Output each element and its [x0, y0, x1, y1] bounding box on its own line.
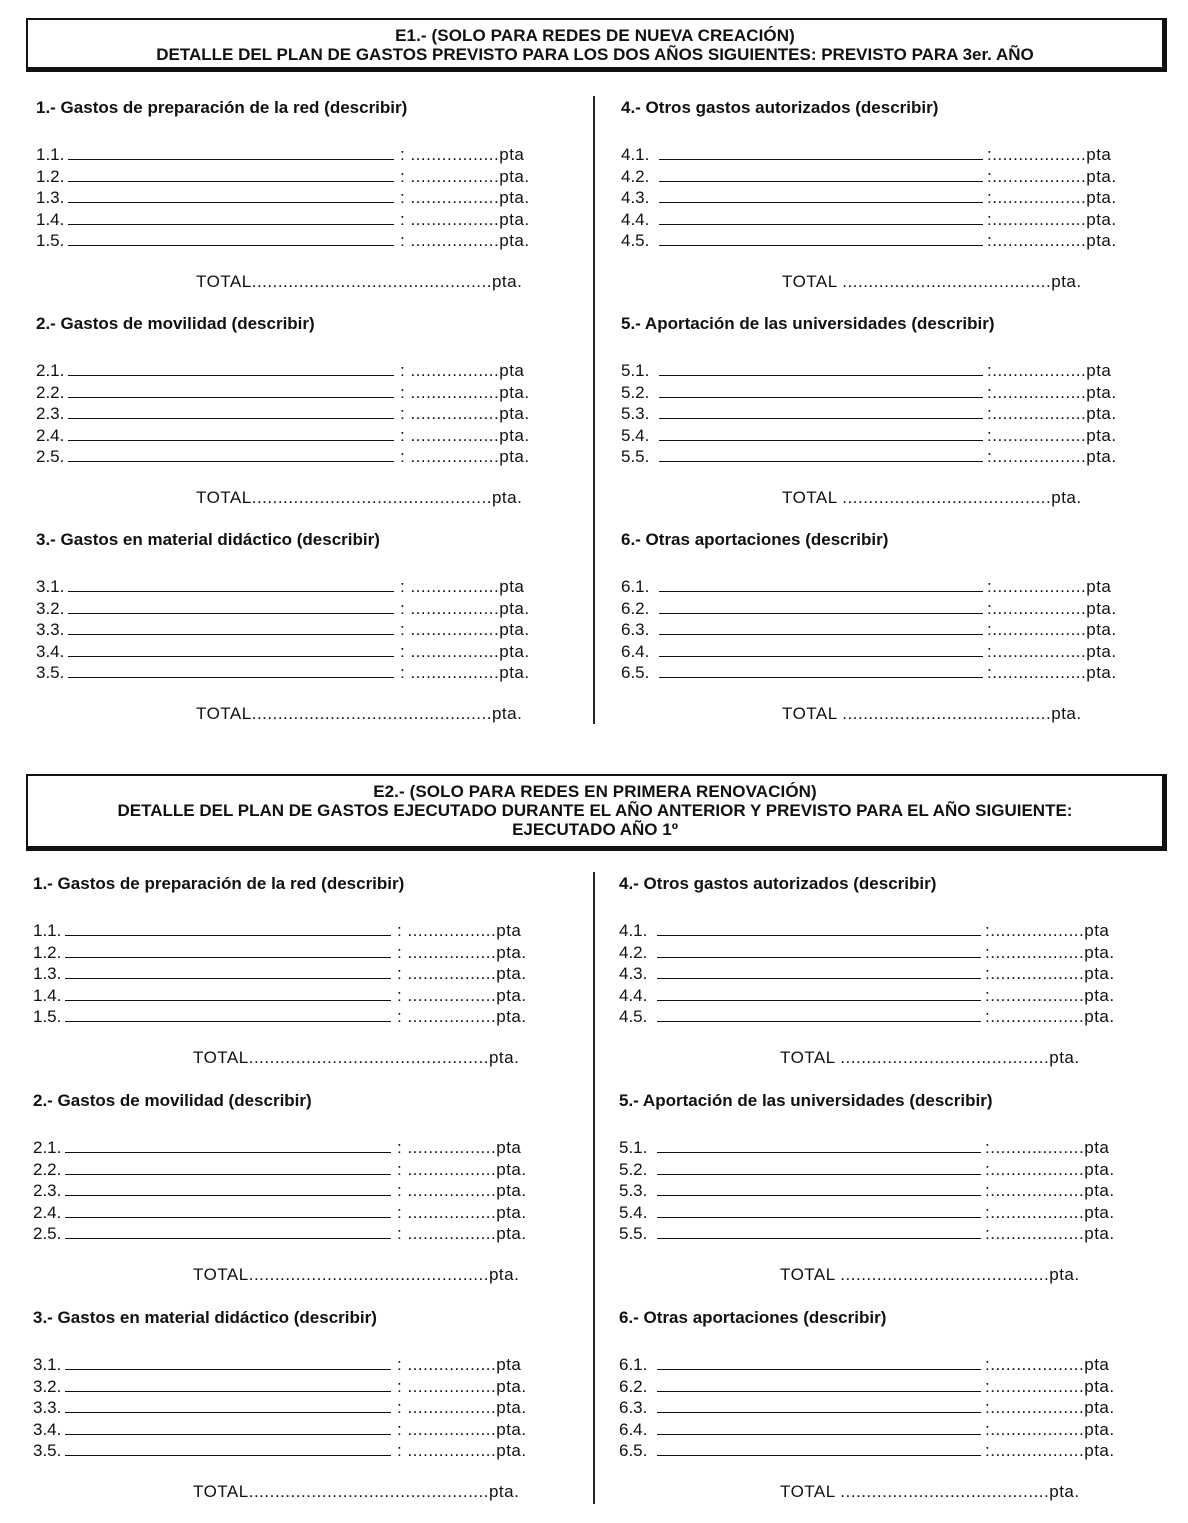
description-field[interactable]: [68, 461, 394, 462]
line-item-row: [33, 1376, 553, 1398]
line-item-row: [36, 446, 556, 468]
amount-field[interactable]: :..................pta: [985, 1355, 1110, 1374]
description-field[interactable]: [657, 1391, 981, 1392]
group-total[interactable]: TOTAL..............................................pta.: [196, 272, 523, 291]
line-item-row: [621, 187, 1141, 209]
expense-group: [33, 1308, 553, 1501]
amount-field[interactable]: :..................pta.: [987, 598, 1117, 618]
amount-field[interactable]: :..................pta.: [987, 641, 1117, 661]
description-field[interactable]: [68, 613, 394, 614]
line-item-row: [621, 446, 1141, 468]
line-item-number: 5.2.: [619, 1159, 648, 1179]
amount-field[interactable]: :..................pta.: [987, 209, 1117, 229]
amount-field[interactable]: :..................pta.: [985, 1007, 1115, 1026]
line-items: [619, 920, 1139, 1028]
amount-field[interactable]: : .................pta.: [397, 1224, 527, 1243]
line-item-number: 2.4.: [36, 425, 65, 445]
amount-field[interactable]: : .................pta.: [397, 1159, 527, 1179]
line-item-number: 3.3.: [36, 620, 65, 639]
description-field[interactable]: [65, 1152, 391, 1153]
description-field[interactable]: [65, 1391, 391, 1392]
group-title: 2.- Gastos de movilidad (describir): [36, 314, 315, 333]
line-item-number: 4.5.: [621, 231, 650, 250]
line-item-number: 4.4.: [621, 209, 650, 229]
line-items: [33, 920, 553, 1028]
description-field[interactable]: [65, 1195, 391, 1196]
line-item-row: [621, 230, 1141, 252]
amount-field[interactable]: :..................pta: [985, 921, 1110, 940]
amount-field[interactable]: :..................pta.: [985, 1376, 1115, 1396]
line-item-row: [36, 403, 556, 425]
line-item-row: [33, 1137, 553, 1159]
line-item-row: [36, 641, 556, 663]
line-item-number: 6.2.: [619, 1376, 648, 1396]
amount-field[interactable]: :..................pta.: [987, 404, 1117, 423]
column-divider: [593, 872, 595, 1504]
description-field[interactable]: [657, 1174, 981, 1175]
line-item-row: [619, 920, 1139, 942]
line-items: [621, 576, 1141, 684]
line-item-row: [621, 144, 1141, 166]
group-total[interactable]: TOTAL..............................................pta.: [193, 1265, 520, 1284]
group-total[interactable]: TOTAL ........................................pta.: [780, 1482, 1080, 1501]
expense-group: [619, 874, 1139, 1067]
line-item-number: 4.2.: [619, 942, 648, 962]
line-items: [619, 1137, 1139, 1245]
line-item-row: [33, 1440, 553, 1462]
line-items: [621, 144, 1141, 252]
line-item-row: [33, 942, 553, 964]
line-items: [36, 144, 556, 252]
description-field[interactable]: [68, 224, 394, 225]
line-item-row: [619, 1397, 1139, 1419]
line-item-row: [621, 382, 1141, 404]
line-item-row: [621, 425, 1141, 447]
description-field[interactable]: [659, 656, 983, 657]
amount-field[interactable]: : .................pta.: [400, 663, 530, 682]
line-item-number: 4.3.: [621, 188, 650, 207]
amount-field[interactable]: : .................pta.: [397, 985, 527, 1005]
line-items: [619, 1354, 1139, 1462]
section-title: E1.- (SOLO PARA REDES DE NUEVA CREACIÓN): [395, 26, 795, 45]
amount-field[interactable]: : .................pta: [400, 577, 525, 596]
amount-field[interactable]: :..................pta.: [985, 942, 1115, 962]
section-e1-header: [26, 18, 1167, 72]
description-field[interactable]: [65, 1238, 391, 1239]
amount-field[interactable]: :..................pta: [985, 1138, 1110, 1157]
line-item-row: [36, 425, 556, 447]
description-field[interactable]: [659, 591, 983, 592]
line-item-number: 2.1.: [36, 361, 65, 380]
line-item-row: [33, 1006, 553, 1028]
line-item-row: [619, 1354, 1139, 1376]
description-field[interactable]: [657, 1021, 981, 1022]
line-item-row: [36, 144, 556, 166]
group-title: 4.- Otros gastos autorizados (describir): [621, 98, 939, 117]
line-item-row: [619, 942, 1139, 964]
line-item-number: 3.5.: [36, 663, 65, 682]
description-field[interactable]: [659, 440, 983, 441]
line-item-row: [36, 360, 556, 382]
amount-field[interactable]: :..................pta.: [987, 188, 1117, 207]
line-item-row: [33, 1180, 553, 1202]
line-item-number: 6.1.: [619, 1355, 648, 1374]
amount-field[interactable]: : .................pta.: [397, 1376, 527, 1396]
line-item-row: [36, 598, 556, 620]
line-item-number: 6.1.: [621, 577, 650, 596]
line-item-number: 5.1.: [621, 361, 650, 380]
line-item-number: 1.1.: [33, 921, 62, 940]
group-total[interactable]: TOTAL..............................................pta.: [196, 704, 523, 723]
description-field[interactable]: [68, 397, 394, 398]
description-field[interactable]: [659, 677, 983, 678]
line-item-number: 1.2.: [36, 166, 65, 186]
amount-field[interactable]: :..................pta: [987, 145, 1112, 164]
amount-field[interactable]: : .................pta: [397, 1138, 522, 1157]
description-field[interactable]: [68, 375, 394, 376]
expense-group: [619, 1091, 1139, 1284]
description-field[interactable]: [659, 613, 983, 614]
description-field[interactable]: [68, 677, 394, 678]
description-field[interactable]: [68, 418, 394, 419]
amount-field[interactable]: :..................pta.: [985, 985, 1115, 1005]
description-field[interactable]: [65, 1412, 391, 1413]
line-item-row: [621, 360, 1141, 382]
amount-field[interactable]: : .................pta.: [397, 1441, 527, 1460]
group-total[interactable]: TOTAL..............................................pta.: [193, 1048, 520, 1067]
description-field[interactable]: [657, 1412, 981, 1413]
line-item-number: 6.3.: [621, 620, 650, 639]
line-item-number: 5.3.: [619, 1181, 648, 1200]
line-item-number: 6.2.: [621, 598, 650, 618]
description-field[interactable]: [659, 224, 983, 225]
description-field[interactable]: [68, 634, 394, 635]
line-item-number: 1.3.: [36, 188, 65, 207]
line-item-row: [33, 1419, 553, 1441]
description-field[interactable]: [68, 591, 394, 592]
expense-group: [36, 314, 556, 507]
line-item-number: 1.5.: [33, 1007, 62, 1026]
section-subtitle-year: EJECUTADO AÑO 1º: [512, 820, 678, 839]
line-item-number: 1.3.: [33, 964, 62, 983]
description-field[interactable]: [657, 1000, 981, 1001]
description-field[interactable]: [68, 245, 394, 246]
amount-field[interactable]: :..................pta.: [985, 1224, 1115, 1243]
line-item-number: 1.4.: [33, 985, 62, 1005]
amount-field[interactable]: : .................pta.: [400, 188, 530, 207]
line-item-number: 3.5.: [33, 1441, 62, 1460]
amount-field[interactable]: :..................pta.: [985, 1159, 1115, 1179]
amount-field[interactable]: :..................pta.: [987, 447, 1117, 466]
description-field[interactable]: [657, 1434, 981, 1435]
line-item-row: [619, 1223, 1139, 1245]
description-field[interactable]: [657, 935, 981, 936]
description-field[interactable]: [65, 1434, 391, 1435]
line-item-number: 2.3.: [36, 404, 65, 423]
line-item-row: [36, 619, 556, 641]
amount-field[interactable]: : .................pta.: [397, 942, 527, 962]
line-item-row: [619, 1180, 1139, 1202]
expense-group: [621, 98, 1141, 291]
line-item-number: 2.4.: [33, 1202, 62, 1222]
description-field[interactable]: [65, 957, 391, 958]
line-item-row: [619, 963, 1139, 985]
description-field[interactable]: [68, 440, 394, 441]
line-item-number: 4.2.: [621, 166, 650, 186]
description-field[interactable]: [65, 1021, 391, 1022]
group-title: 5.- Aportación de las universidades (describir): [621, 314, 995, 333]
expense-group: [33, 1091, 553, 1284]
description-field[interactable]: [657, 1195, 981, 1196]
amount-field[interactable]: : .................pta.: [397, 1202, 527, 1222]
group-title: 1.- Gastos de preparación de la red (describir): [36, 98, 408, 117]
line-item-number: 2.2.: [33, 1159, 62, 1179]
line-item-row: [33, 1223, 553, 1245]
amount-field[interactable]: : .................pta.: [400, 598, 530, 618]
amount-field[interactable]: : .................pta.: [400, 382, 530, 402]
line-item-number: 4.3.: [619, 964, 648, 983]
line-item-row: [621, 403, 1141, 425]
line-item-row: [36, 187, 556, 209]
amount-field[interactable]: :..................pta.: [985, 1419, 1115, 1439]
line-item-number: 3.1.: [36, 577, 65, 596]
line-item-number: 5.4.: [621, 425, 650, 445]
line-items: [621, 360, 1141, 468]
group-title: 3.- Gastos en material didáctico (describir): [33, 1308, 377, 1327]
description-field[interactable]: [659, 397, 983, 398]
description-field[interactable]: [65, 1000, 391, 1001]
section-e2-header: [26, 774, 1167, 851]
description-field[interactable]: [659, 634, 983, 635]
line-item-number: 1.5.: [36, 231, 65, 250]
line-item-row: [621, 662, 1141, 684]
description-field[interactable]: [65, 1174, 391, 1175]
line-item-number: 4.5.: [619, 1007, 648, 1026]
line-item-number: 6.4.: [619, 1419, 648, 1439]
group-total[interactable]: TOTAL ........................................pta.: [782, 704, 1082, 723]
amount-field[interactable]: : .................pta.: [400, 209, 530, 229]
line-item-number: 1.4.: [36, 209, 65, 229]
amount-field[interactable]: :..................pta.: [985, 964, 1115, 983]
line-item-row: [619, 1376, 1139, 1398]
line-item-row: [33, 1202, 553, 1224]
group-title: 2.- Gastos de movilidad (describir): [33, 1091, 312, 1110]
line-item-number: 2.5.: [36, 447, 65, 466]
line-item-number: 1.2.: [33, 942, 62, 962]
description-field[interactable]: [68, 181, 394, 182]
line-item-number: 4.1.: [619, 921, 648, 940]
line-item-number: 3.2.: [33, 1376, 62, 1396]
line-item-row: [621, 166, 1141, 188]
amount-field[interactable]: : .................pta: [400, 361, 525, 380]
line-item-number: 5.1.: [619, 1138, 648, 1157]
line-item-row: [33, 920, 553, 942]
line-items: [33, 1354, 553, 1462]
group-title: 6.- Otras aportaciones (describir): [619, 1308, 887, 1327]
line-item-row: [36, 230, 556, 252]
group-title: 3.- Gastos en material didáctico (describir): [36, 530, 380, 549]
description-field[interactable]: [657, 957, 981, 958]
line-item-row: [33, 1354, 553, 1376]
line-item-row: [621, 641, 1141, 663]
description-field[interactable]: [659, 375, 983, 376]
description-field[interactable]: [68, 656, 394, 657]
line-item-number: 1.1.: [36, 145, 65, 164]
amount-field[interactable]: : .................pta.: [400, 447, 530, 466]
line-item-row: [619, 1419, 1139, 1441]
group-title: 5.- Aportación de las universidades (describir): [619, 1091, 993, 1110]
description-field[interactable]: [68, 159, 394, 160]
group-title: 6.- Otras aportaciones (describir): [621, 530, 889, 549]
expense-group: [621, 530, 1141, 723]
line-item-number: 5.5.: [621, 447, 650, 466]
amount-field[interactable]: : .................pta: [400, 145, 525, 164]
group-title: 4.- Otros gastos autorizados (describir): [619, 874, 937, 893]
amount-field[interactable]: :..................pta.: [987, 663, 1117, 682]
description-field[interactable]: [659, 202, 983, 203]
line-item-row: [619, 1137, 1139, 1159]
line-item-row: [619, 1006, 1139, 1028]
line-item-row: [33, 1397, 553, 1419]
line-item-number: 6.3.: [619, 1398, 648, 1417]
description-field[interactable]: [65, 1369, 391, 1370]
amount-field[interactable]: : .................pta.: [397, 1007, 527, 1026]
amount-field[interactable]: : .................pta.: [397, 964, 527, 983]
amount-field[interactable]: : .................pta.: [400, 641, 530, 661]
amount-field[interactable]: :..................pta.: [987, 231, 1117, 250]
line-item-number: 6.5.: [619, 1441, 648, 1460]
line-item-row: [619, 1440, 1139, 1462]
expense-group: [621, 314, 1141, 507]
amount-field[interactable]: :..................pta.: [987, 382, 1117, 402]
description-field[interactable]: [65, 978, 391, 979]
amount-field[interactable]: : .................pta.: [397, 1419, 527, 1439]
line-item-row: [36, 662, 556, 684]
description-field[interactable]: [659, 418, 983, 419]
description-field[interactable]: [659, 245, 983, 246]
line-item-row: [33, 1159, 553, 1181]
line-item-number: 3.4.: [36, 641, 65, 661]
expense-group: [619, 1308, 1139, 1501]
line-item-row: [36, 382, 556, 404]
line-item-number: 3.2.: [36, 598, 65, 618]
group-total[interactable]: TOTAL ........................................pta.: [782, 488, 1082, 507]
line-item-number: 2.3.: [33, 1181, 62, 1200]
line-item-row: [36, 576, 556, 598]
description-field[interactable]: [657, 1238, 981, 1239]
group-total[interactable]: TOTAL ........................................pta.: [782, 272, 1082, 291]
amount-field[interactable]: : .................pta.: [397, 1398, 527, 1417]
expense-group: [33, 874, 553, 1067]
line-item-number: 2.5.: [33, 1224, 62, 1243]
group-total[interactable]: TOTAL ........................................pta.: [780, 1048, 1080, 1067]
line-item-row: [619, 1159, 1139, 1181]
section-subtitle: DETALLE DEL PLAN DE GASTOS EJECUTADO DURANTE EL AÑO ANTERIOR Y PREVISTO PARA EL AÑO SIGUIENTE:: [117, 801, 1073, 820]
expense-group: [36, 530, 556, 723]
line-item-row: [36, 209, 556, 231]
line-item-row: [619, 985, 1139, 1007]
line-item-row: [33, 963, 553, 985]
amount-field[interactable]: :..................pta.: [985, 1202, 1115, 1222]
description-field[interactable]: [68, 202, 394, 203]
amount-field[interactable]: : .................pta.: [400, 166, 530, 186]
section-title: E2.- (SOLO PARA REDES EN PRIMERA RENOVACIÓN): [373, 782, 817, 801]
amount-field[interactable]: : .................pta.: [400, 620, 530, 639]
description-field[interactable]: [657, 1217, 981, 1218]
line-item-row: [621, 619, 1141, 641]
line-item-number: 2.2.: [36, 382, 65, 402]
line-items: [33, 1137, 553, 1245]
line-item-row: [621, 598, 1141, 620]
group-total[interactable]: TOTAL..............................................pta.: [196, 488, 523, 507]
description-field[interactable]: [657, 1152, 981, 1153]
description-field[interactable]: [659, 181, 983, 182]
description-field[interactable]: [65, 935, 391, 936]
description-field[interactable]: [659, 159, 983, 160]
line-item-number: 3.1.: [33, 1355, 62, 1374]
line-items: [36, 576, 556, 684]
expense-group: [36, 98, 556, 291]
description-field[interactable]: [657, 978, 981, 979]
line-item-number: 6.4.: [621, 641, 650, 661]
description-field[interactable]: [657, 1455, 981, 1456]
amount-field[interactable]: :..................pta.: [987, 425, 1117, 445]
group-total[interactable]: TOTAL..............................................pta.: [193, 1482, 520, 1501]
line-item-row: [621, 576, 1141, 598]
description-field[interactable]: [65, 1217, 391, 1218]
amount-field[interactable]: :..................pta.: [987, 620, 1117, 639]
line-item-number: 5.3.: [621, 404, 650, 423]
amount-field[interactable]: : .................pta.: [400, 404, 530, 423]
amount-field[interactable]: :..................pta.: [985, 1398, 1115, 1417]
column-divider: [593, 96, 595, 724]
group-title: 1.- Gastos de preparación de la red (describir): [33, 874, 405, 893]
line-item-number: 5.4.: [619, 1202, 648, 1222]
line-item-number: 4.1.: [621, 145, 650, 164]
amount-field[interactable]: : .................pta: [397, 1355, 522, 1374]
line-item-number: 6.5.: [621, 663, 650, 682]
line-item-row: [36, 166, 556, 188]
section-subtitle: DETALLE DEL PLAN DE GASTOS PREVISTO PARA LOS DOS AÑOS SIGUIENTES: PREVISTO PARA 3er. AÑO: [156, 45, 1034, 64]
amount-field[interactable]: : .................pta.: [397, 1181, 527, 1200]
amount-field[interactable]: :..................pta: [987, 361, 1112, 380]
amount-field[interactable]: :..................pta.: [985, 1181, 1115, 1200]
line-item-row: [619, 1202, 1139, 1224]
line-item-number: 5.5.: [619, 1224, 648, 1243]
line-item-row: [621, 209, 1141, 231]
description-field[interactable]: [659, 461, 983, 462]
line-item-number: 5.2.: [621, 382, 650, 402]
line-item-number: 3.3.: [33, 1398, 62, 1417]
description-field[interactable]: [65, 1455, 391, 1456]
amount-field[interactable]: :..................pta.: [987, 166, 1117, 186]
amount-field[interactable]: : .................pta.: [400, 231, 530, 250]
line-item-row: [33, 985, 553, 1007]
group-total[interactable]: TOTAL ........................................pta.: [780, 1265, 1080, 1284]
description-field[interactable]: [657, 1369, 981, 1370]
line-item-number: 4.4.: [619, 985, 648, 1005]
amount-field[interactable]: :..................pta.: [985, 1441, 1115, 1460]
amount-field[interactable]: : .................pta: [397, 921, 522, 940]
line-item-number: 3.4.: [33, 1419, 62, 1439]
line-items: [36, 360, 556, 468]
amount-field[interactable]: :..................pta: [987, 577, 1112, 596]
line-item-number: 2.1.: [33, 1138, 62, 1157]
amount-field[interactable]: : .................pta.: [400, 425, 530, 445]
